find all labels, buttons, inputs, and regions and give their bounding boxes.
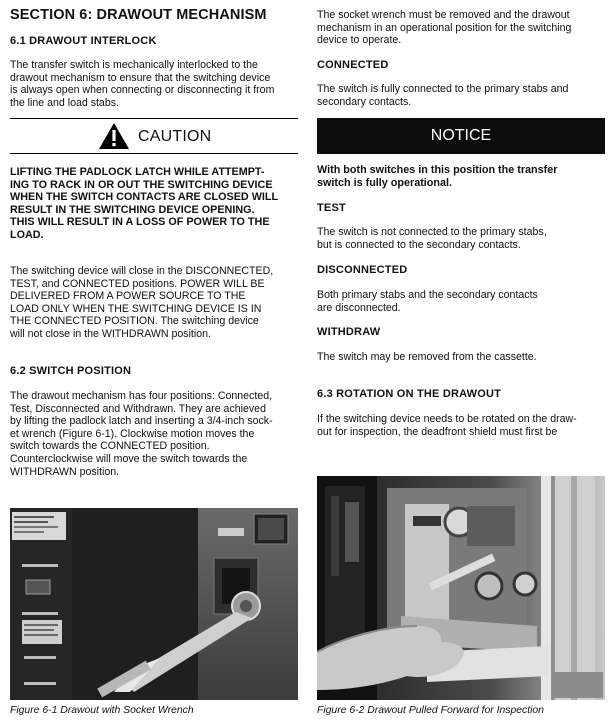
withdraw-text: The switch may be removed from the cassette. <box>317 351 537 363</box>
withdraw-heading: WITHDRAW <box>317 326 381 338</box>
disconnected-text: Both primary stabs and the secondary contacts are disconnected. <box>317 289 538 314</box>
notice-banner: NOTICE <box>317 118 605 154</box>
section-6-3-text: If the switching device needs to be rotated on the draw- out for inspection, the deadfront shield must first be <box>317 413 577 438</box>
connected-heading: CONNECTED <box>317 59 389 71</box>
caution-text: LIFTING THE PADLOCK LATCH WHILE ATTEMPT- ING TO RACK IN OR OUT THE SWITCHING DEVICE WHEN THE SWITCH CONTACTS ARE CLOSED WILL RESULT IN THE SWITCHING DEVICE OPENING. THIS WILL RESULT IN A LOSS OF POWER TO THE LOAD. <box>10 166 279 241</box>
figure-6-1-caption: Figure 6-1 Drawout with Socket Wrench <box>10 705 194 716</box>
section-6-2-text: The drawout mechanism has four positions: Connected, Test, Disconnected and Withdrawn. They are achieved by lifting the padlock latch and inserting a 3/4-inch sock- et wrench (Figure 6-1). Clockwise motion moves the switch towards the CONNECTED position. Counterclockwise will move the switch towards the WITHDRAWN position. <box>10 390 273 478</box>
section-title: SECTION 6: DRAWOUT MECHANISM <box>10 7 267 23</box>
figure-6-1-photo <box>10 508 298 700</box>
figure-6-2-caption: Figure 6-2 Drawout Pulled Forward for Inspection <box>317 705 544 716</box>
section-6-2-heading: 6.2 SWITCH POSITION <box>10 365 132 377</box>
notice-text: With both switches in this position the transfer switch is fully operational. <box>317 164 558 189</box>
figure-6-2-photo <box>317 476 605 700</box>
socket-wrench-text: The socket wrench must be removed and the drawout mechanism in an operational position for the switching device to operate. <box>317 9 572 47</box>
drawout-socket-wrench-illustration <box>10 508 298 700</box>
caution-label: CAUTION <box>138 128 212 145</box>
drawout-pulled-forward-illustration <box>317 476 605 700</box>
disconnected-heading: DISCONNECTED <box>317 264 408 276</box>
test-text: The switch is not connected to the primary stabs, but is connected to the secondary contacts. <box>317 226 547 251</box>
section-6-1-text: The transfer switch is mechanically interlocked to the drawout mechanism to ensure that the switching device is always open when connecting or disconnecting it from the line and load stabs. <box>10 59 275 109</box>
connected-text: The switch is fully connected to the primary stabs and secondary contacts. <box>317 83 569 108</box>
test-heading: TEST <box>317 202 346 214</box>
warning-triangle-icon <box>98 122 130 150</box>
section-6-1-heading: 6.1 DRAWOUT INTERLOCK <box>10 35 157 47</box>
caution-banner <box>10 118 298 154</box>
section-6-3-heading: 6.3 ROTATION ON THE DRAWOUT <box>317 388 502 400</box>
close-positions-text: The switching device will close in the DISCONNECTED, TEST, and CONNECTED positions. POWER WILL BE DELIVERED FROM A POWER SOURCE TO THE LOAD ONLY WHEN THE SWITCHING DEVICE IS IN THE CONNECTED POSITION. The switching device will not close in the WITHDRAWN position. <box>10 265 274 340</box>
